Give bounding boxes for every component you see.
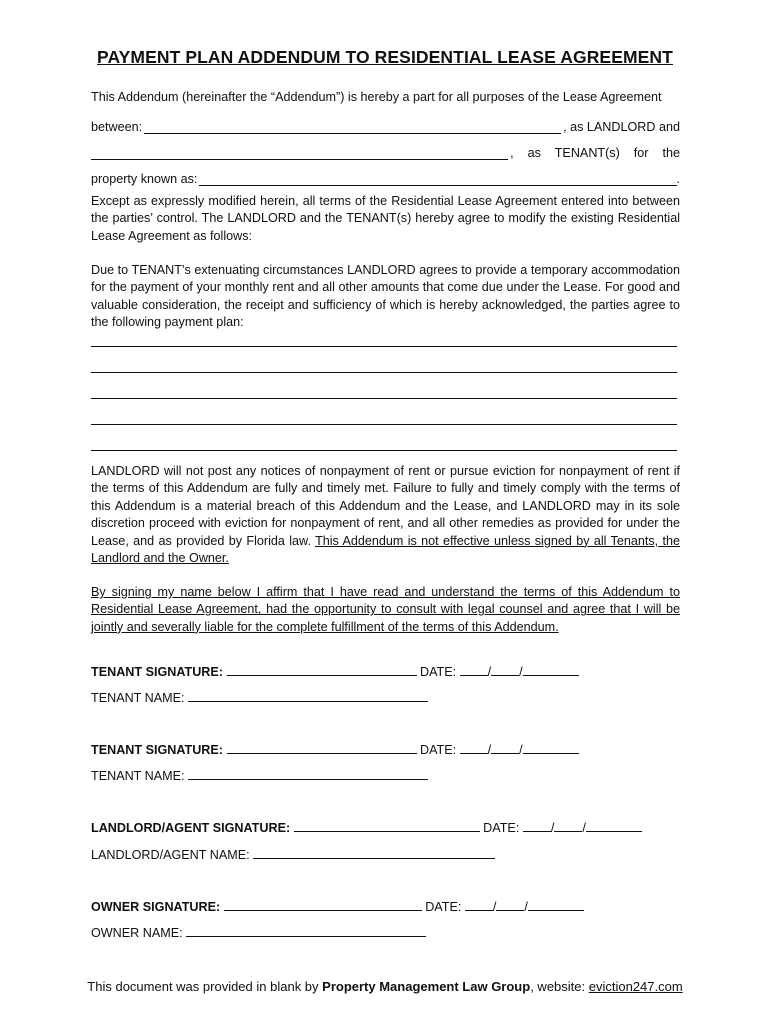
landlord-paragraph — [91, 463, 680, 567]
tenant2-name-label: TENANT NAME: — [91, 769, 185, 783]
tenant2-signature-label: TENANT SIGNATURE: — [91, 743, 223, 757]
landlord-date-day[interactable] — [554, 818, 582, 832]
landlord-date-year[interactable] — [586, 818, 642, 832]
owner-name-field[interactable] — [186, 923, 426, 937]
landlord-name-field[interactable] — [144, 120, 561, 134]
landlord-name-field[interactable] — [253, 845, 495, 859]
payment-plan-line-3[interactable] — [91, 398, 677, 399]
tenant-names-field[interactable] — [91, 146, 508, 160]
tenant2-date-day[interactable] — [491, 740, 519, 754]
tenant-label: , as TENANT(s) for the — [510, 146, 680, 160]
property-label: property known as: — [91, 172, 198, 186]
payment-plan-line-5[interactable] — [91, 450, 677, 451]
date-slash: / — [487, 743, 492, 757]
date-slash: / — [582, 821, 586, 835]
landlord-name-row — [91, 845, 495, 862]
tenant-row — [91, 142, 680, 160]
owner-signature-field[interactable] — [224, 897, 422, 911]
tenant1-signature-row — [91, 662, 579, 679]
footer-company: Property Management Law Group — [322, 979, 531, 994]
payment-plan-line-2[interactable] — [91, 372, 677, 373]
landlord-date-month[interactable] — [523, 818, 551, 832]
tenant1-name-field[interactable] — [188, 688, 428, 702]
intro-text: This Addendum (hereinafter the “Addendum”) is hereby a part for all purposes of the Lease Agreement — [91, 90, 662, 104]
landlord-signature-label: LANDLORD/AGENT SIGNATURE: — [91, 821, 291, 835]
owner-signature-row — [91, 897, 584, 914]
owner-name-label: OWNER NAME: — [91, 926, 183, 940]
between-row — [91, 116, 680, 134]
tenant1-signature-label: TENANT SIGNATURE: — [91, 665, 223, 679]
footer — [0, 979, 770, 994]
landlord-date-label: DATE: — [483, 821, 520, 835]
tenant2-date-month[interactable] — [460, 740, 488, 754]
payment-plan-line-1[interactable] — [91, 346, 677, 347]
tenant1-date-year[interactable] — [523, 662, 579, 676]
footer-prefix: This document was provided in blank by — [87, 979, 323, 994]
due-paragraph: Due to TENANT’s extenuating circumstances LANDLORD agrees to provide a temporary accommodation for the payment of your monthly rent and all other amounts that come due under the Lease. For good and valuable consideration, the receipt and sufficiency of which is hereby acknowledged, the parties agree to the following payment plan: — [91, 263, 680, 330]
landlord-and-label: , as LANDLORD and — [563, 120, 680, 134]
affirm-paragraph — [91, 584, 680, 636]
tenant1-date-month[interactable] — [460, 662, 488, 676]
property-row — [91, 168, 680, 186]
tenant2-signature-field[interactable] — [227, 740, 417, 754]
date-slash: / — [524, 900, 528, 914]
tenant2-name-row — [91, 766, 428, 783]
tenant2-signature-row — [91, 740, 579, 757]
owner-date-month[interactable] — [465, 897, 493, 911]
date-slash: / — [550, 821, 555, 835]
except-paragraph: Except as expressly modified herein, all terms of the Residential Lease Agreement entered into between the parties’ control. The LANDLORD and the TENANT(s) hereby agree to modify the existing Residential Lease Agreement as follows: — [91, 194, 680, 243]
date-slash: / — [519, 665, 523, 679]
tenant1-name-row — [91, 688, 428, 705]
document-title: PAYMENT PLAN ADDENDUM TO RESIDENTIAL LEASE AGREEMENT — [97, 47, 673, 67]
date-slash: / — [487, 665, 492, 679]
effective-notice: This Addendum is not effective unless signed by all Tenants, the Landlord and the Owner. — [91, 533, 681, 566]
footer-website-link[interactable]: eviction247.com — [588, 979, 683, 994]
owner-date-year[interactable] — [528, 897, 584, 911]
footer-mid: , website: — [530, 979, 589, 994]
property-address-field[interactable] — [199, 172, 676, 186]
payment-plan-line-4[interactable] — [91, 424, 677, 425]
landlord-signature-field[interactable] — [294, 818, 480, 832]
between-label: between: — [91, 120, 143, 134]
tenant1-name-label: TENANT NAME: — [91, 691, 185, 705]
date-slash: / — [519, 743, 523, 757]
tenant1-signature-field[interactable] — [227, 662, 417, 676]
affirm-text: By signing my name below I affirm that I have read and understand the terms of this Addendum to Residential Lease Agreement, had the opportunity to consult with legal counsel and agree that I will be jointly and severally liable for the complete fulfillment of the terms of this Addendum. — [91, 585, 680, 634]
date-slash: / — [492, 900, 497, 914]
owner-date-label: DATE: — [425, 900, 462, 914]
landlord-paragraph-text: LANDLORD will not post any notices of nonpayment of rent or pursue eviction for nonpayment of rent if the terms of this Addendum are fully and timely met. Failure to fully and timely comply with the terms of this Addendum is a material breach of this Addendum and the Lease, and LANDLORD may in its sole discretion proceed with eviction for nonpayment of rent, and all other remedies as provided for under the Lease, and as provided by Florida law. — [91, 464, 680, 548]
period: . — [676, 172, 680, 186]
owner-name-row — [91, 923, 426, 940]
tenant1-date-day[interactable] — [491, 662, 519, 676]
tenant1-date-label: DATE: — [420, 665, 457, 679]
landlord-name-label: LANDLORD/AGENT NAME: — [91, 848, 250, 862]
tenant2-date-label: DATE: — [420, 743, 457, 757]
owner-date-day[interactable] — [496, 897, 524, 911]
tenant2-date-year[interactable] — [523, 740, 579, 754]
owner-signature-label: OWNER SIGNATURE: — [91, 900, 221, 914]
landlord-signature-row — [91, 818, 642, 835]
tenant2-name-field[interactable] — [188, 766, 428, 780]
